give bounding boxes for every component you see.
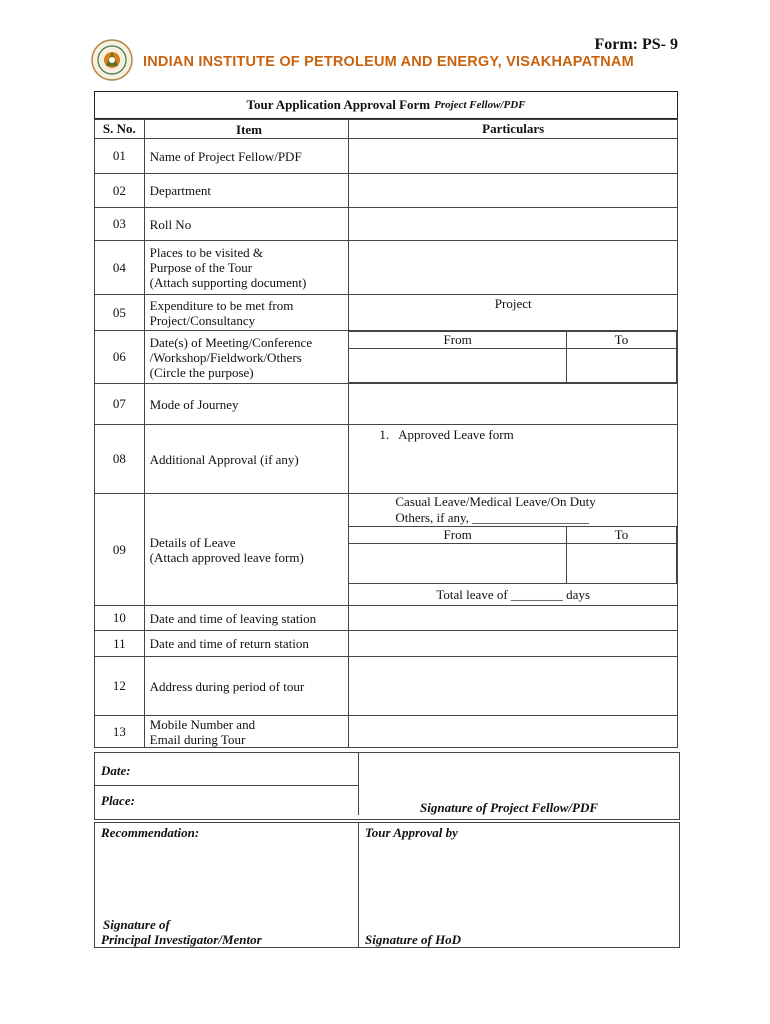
leave-to-label: To <box>566 527 676 544</box>
to-label: To <box>566 332 676 349</box>
approved-leave-item: 1. Approved Leave form <box>379 427 514 442</box>
pi-signature-line2: Principal Investigator/Mentor <box>101 932 262 947</box>
item-line: (Attach approved leave form) <box>149 549 304 565</box>
additional-approval-field[interactable] <box>349 425 678 494</box>
department-field[interactable] <box>349 174 678 208</box>
table-row <box>95 716 678 748</box>
table-row <box>95 241 678 295</box>
row-number: 06 <box>95 331 145 384</box>
fellow-signature-label: Signature of Project Fellow/PDF <box>420 800 599 815</box>
row-number: 03 <box>95 208 145 241</box>
row-item: Name of Project Fellow/PDF <box>144 139 349 174</box>
table-row <box>95 657 678 716</box>
table-row <box>95 425 678 494</box>
institute-name: INDIAN INSTITUTE OF PETROLEUM AND ENERGY, VISAKHAPATNAM <box>143 54 634 70</box>
header-sno: S. No. <box>95 120 145 139</box>
row-item <box>144 716 349 748</box>
from-to-grid <box>349 331 677 383</box>
place-label: Place: <box>101 793 135 808</box>
hod-signature-label: Signature of HoD <box>365 932 462 947</box>
item-line: Places to be visited & <box>149 245 264 260</box>
row-item: Date and time of leaving station <box>144 606 349 631</box>
from-date-field[interactable] <box>349 349 566 383</box>
table-header-row <box>95 120 678 139</box>
leave-from-field[interactable] <box>349 544 566 584</box>
row-item <box>144 295 349 331</box>
item-line: Expenditure to be met from <box>149 297 294 313</box>
row-number: 05 <box>95 295 145 331</box>
item-line: Mobile Number and <box>149 716 256 732</box>
item-line: Purpose of the Tour <box>149 260 253 275</box>
row-number: 11 <box>95 631 145 657</box>
leaving-station-field[interactable] <box>349 606 678 631</box>
form-title: Tour Application Approval Form <box>246 97 431 112</box>
recommendation-label: Recommendation: <box>101 825 200 840</box>
item-line: (Attach supporting document) <box>149 275 307 290</box>
tour-approval-label: Tour Approval by <box>365 825 458 840</box>
leave-details-cell <box>349 494 678 606</box>
approval-box <box>94 822 680 948</box>
row-number: 10 <box>95 606 145 631</box>
institute-seal-logo <box>90 38 134 82</box>
table-row <box>95 606 678 631</box>
table-row <box>95 494 678 606</box>
row-number: 01 <box>95 139 145 174</box>
expenditure-field[interactable] <box>349 295 678 331</box>
places-purpose-field[interactable] <box>349 241 678 295</box>
leave-from-label: From <box>349 527 566 544</box>
item-line: (Circle the purpose) <box>149 364 254 380</box>
journey-mode-field[interactable] <box>349 384 678 425</box>
row-item <box>144 241 349 295</box>
row-number: 07 <box>95 384 145 425</box>
row-item <box>144 331 349 384</box>
header-item: Item <box>144 120 349 139</box>
date-label: Date: <box>101 763 131 778</box>
total-leave: Total leave of ________ days <box>436 587 590 602</box>
row-item: Additional Approval (if any) <box>144 425 349 494</box>
table-row <box>95 174 678 208</box>
table-row <box>95 139 678 174</box>
row-item: Department <box>144 174 349 208</box>
row-number: 09 <box>95 494 145 606</box>
table-row <box>95 631 678 657</box>
meeting-dates-cell <box>349 331 678 384</box>
item-line: Project/Consultancy <box>149 312 256 328</box>
header-particulars: Particulars <box>349 120 678 139</box>
row-item: Roll No <box>144 208 349 241</box>
to-date-field[interactable] <box>566 349 676 383</box>
tour-address-field[interactable] <box>349 657 678 716</box>
roll-no-field[interactable] <box>349 208 678 241</box>
item-line: /Workshop/Fieldwork/Others <box>149 349 302 365</box>
leave-others: Others, if any, __________________ <box>395 510 590 525</box>
form-number: Form: PS- 9 <box>594 36 678 53</box>
row-item: Date and time of return station <box>144 631 349 657</box>
from-label: From <box>349 332 566 349</box>
contact-field[interactable] <box>349 716 678 748</box>
row-number: 08 <box>95 425 145 494</box>
table-row <box>95 384 678 425</box>
leave-from-to-grid <box>349 526 677 584</box>
row-number: 12 <box>95 657 145 716</box>
date-place-signature-box <box>94 752 680 820</box>
table-row <box>95 331 678 384</box>
pi-signature-line1: Signature of <box>103 917 170 932</box>
table-row <box>95 295 678 331</box>
item-line: Details of Leave <box>149 534 236 550</box>
leave-to-field[interactable] <box>566 544 676 584</box>
item-line: Date(s) of Meeting/Conference <box>149 334 313 350</box>
tour-form-table <box>94 119 678 748</box>
leave-types: Casual Leave/Medical Leave/On Duty <box>395 494 596 509</box>
row-item <box>144 494 349 606</box>
row-number: 13 <box>95 716 145 748</box>
form-subtitle: Project Fellow/PDF <box>434 99 526 111</box>
form-title-box <box>94 91 678 119</box>
project-label: Project <box>494 296 532 311</box>
row-number: 02 <box>95 174 145 208</box>
fellow-name-field[interactable] <box>349 139 678 174</box>
row-item: Mode of Journey <box>144 384 349 425</box>
row-number: 04 <box>95 241 145 295</box>
table-row <box>95 208 678 241</box>
row-item: Address during period of tour <box>144 657 349 716</box>
return-station-field[interactable] <box>349 631 678 657</box>
item-line: Email during Tour <box>149 731 246 747</box>
